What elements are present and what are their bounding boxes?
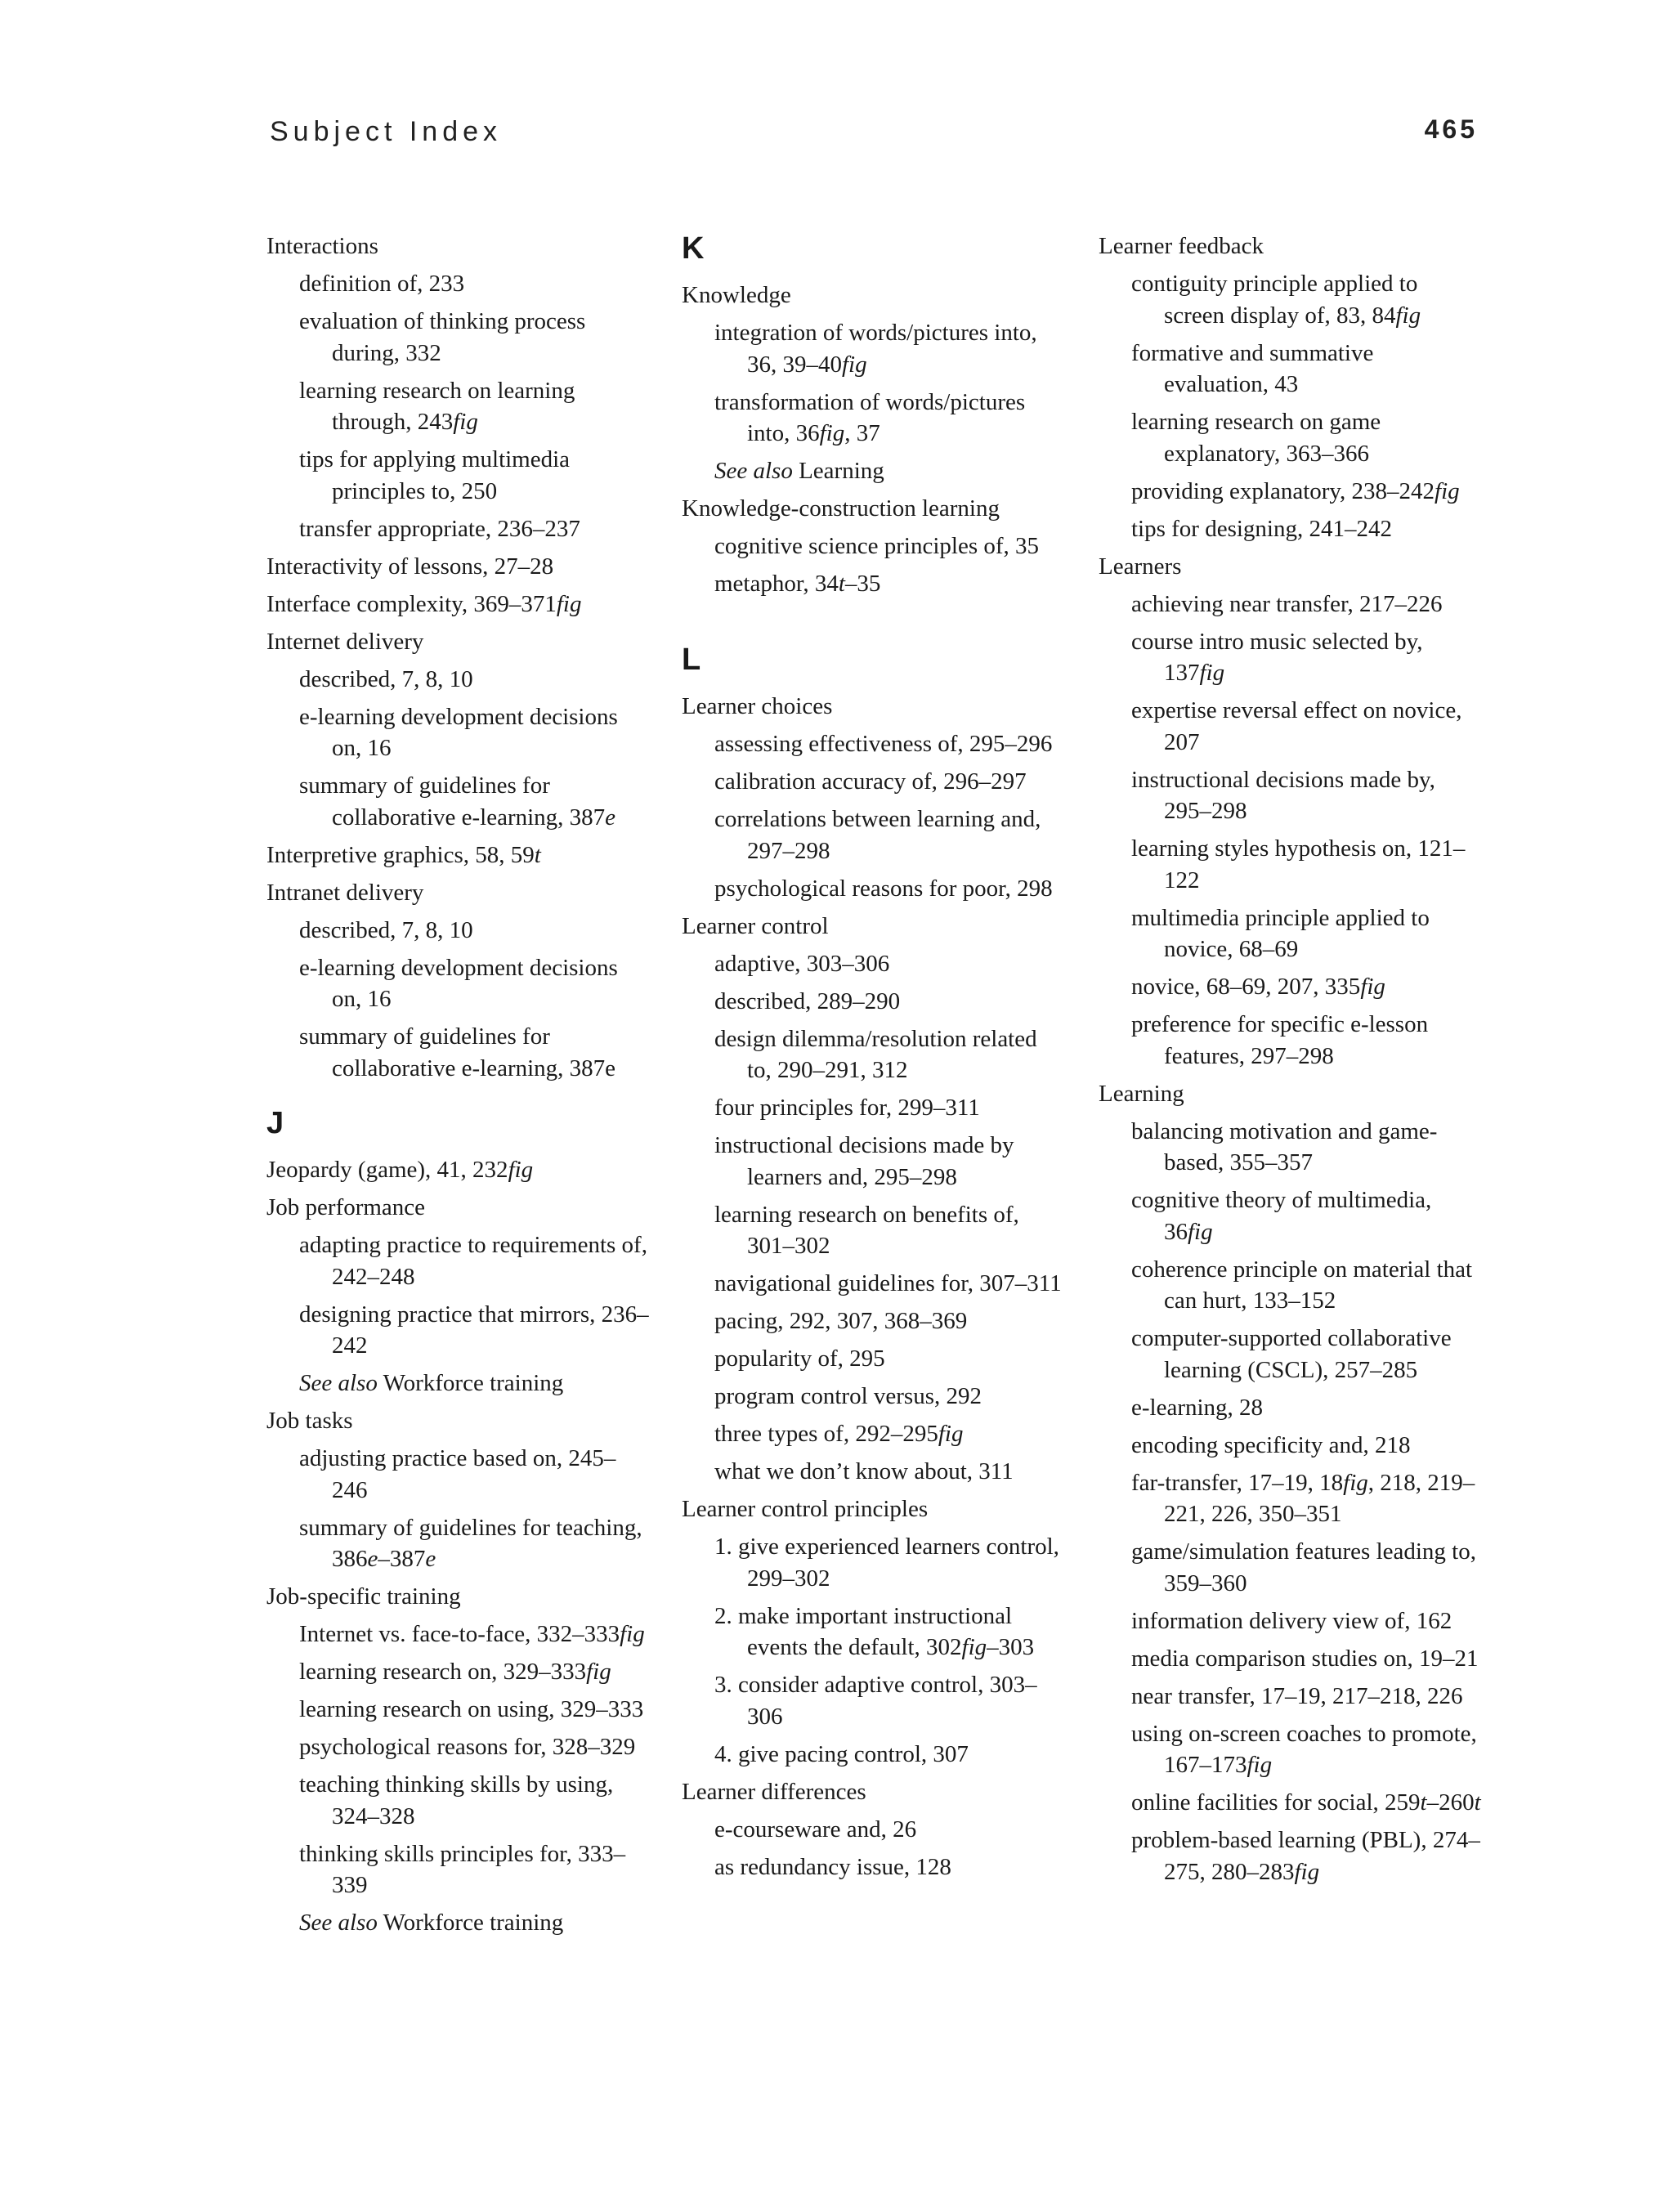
cross-reference-label: See also	[299, 1910, 378, 1936]
locator-suffix: fig	[1343, 1469, 1368, 1496]
index-subentry	[266, 1838, 651, 1901]
entry-text: Workforce training	[377, 1370, 564, 1396]
index-subentry	[266, 1299, 651, 1362]
index-entry	[266, 1405, 651, 1437]
entry-text: preference for specific e-lesson features, 297–298	[1131, 1011, 1429, 1069]
index-subentry	[682, 1418, 1066, 1450]
entry-text: 2. make important instructional events the default, 302	[714, 1602, 1013, 1660]
entry-text: adaptive, 303–306	[714, 950, 890, 977]
locator-suffix: fig	[1294, 1858, 1320, 1885]
index-subentry	[682, 1343, 1066, 1375]
locator-suffix: fig	[961, 1634, 987, 1660]
index-entry	[266, 551, 651, 583]
index-subentry	[1099, 1825, 1483, 1887]
entry-text: calibration accuracy of, 296–297	[714, 768, 1027, 795]
entry-text: evaluation of thinking process during, 332	[299, 308, 586, 366]
index-entry	[266, 840, 651, 871]
index-subentry	[1099, 1467, 1483, 1530]
locator-suffix: e	[367, 1546, 378, 1572]
section-spacer	[682, 606, 1066, 643]
index-entry	[682, 691, 1066, 723]
entry-text: Job-specific training	[266, 1583, 461, 1610]
locator-suffix: t	[1474, 1789, 1481, 1816]
index-subentry	[682, 1092, 1066, 1124]
entry-text: instructional decisions made by, 295–298	[1131, 766, 1435, 824]
locator-suffix: t	[1420, 1789, 1427, 1816]
locator-suffix: fig	[1360, 974, 1385, 1000]
index-entry	[266, 1154, 651, 1186]
letter-heading-j: J	[266, 1106, 284, 1140]
entry-text: pacing, 292, 307, 368–369	[714, 1308, 968, 1334]
locator-suffix: e	[605, 804, 616, 831]
index-subentry	[266, 1907, 651, 1939]
entry-text: program control versus, 292	[714, 1383, 982, 1409]
index-subentry	[1099, 1681, 1483, 1713]
entry-text: transformation of words/pictures into, 36	[714, 388, 1026, 446]
entry-text: Learner control	[682, 912, 829, 939]
entry-text-continued: , 37	[844, 420, 880, 446]
cross-reference-label: See also	[714, 458, 793, 484]
index-subentry	[682, 1814, 1066, 1846]
entry-text: 4. give pacing control, 307	[714, 1740, 969, 1767]
index-subentry	[682, 1268, 1066, 1300]
entry-text: Job performance	[266, 1194, 426, 1220]
index-subentry	[1099, 513, 1483, 545]
entry-text: tips for applying multimedia principles to, 250	[299, 446, 571, 504]
index-subentry	[1099, 695, 1483, 758]
index-subentry	[1099, 1392, 1483, 1424]
locator-suffix: fig	[586, 1659, 611, 1685]
index-subentry	[1099, 1323, 1483, 1386]
index-subentry	[682, 1852, 1066, 1883]
entry-text: Learners	[1099, 553, 1182, 580]
entry-text: coherence principle on material that can hurt, 133–152	[1131, 1256, 1473, 1314]
index-subentry	[682, 1381, 1066, 1413]
locator-suffix: fig	[508, 1157, 534, 1183]
index-column-1	[266, 231, 651, 1945]
entry-text: Interactions	[266, 233, 378, 259]
entry-text: e-courseware and, 26	[714, 1816, 917, 1843]
index-subentry	[266, 1731, 651, 1763]
entry-text: instructional decisions made by learners and, 295–298	[714, 1132, 1014, 1190]
entry-text: four principles for, 299–311	[714, 1095, 980, 1121]
index-subentry	[266, 375, 651, 438]
index-subentry	[266, 770, 651, 833]
entry-text: teaching thinking skills by using, 324–328	[299, 1771, 614, 1829]
locator-suffix: fig	[453, 409, 478, 435]
entry-text: learning research on learning through, 243	[299, 377, 575, 435]
entry-text: design dilemma/resolution related to, 290–291, 312	[714, 1025, 1037, 1083]
entry-text: Knowledge	[682, 282, 791, 308]
entry-text: Learner control principles	[682, 1496, 929, 1522]
entry-text: problem-based learning (PBL), 274–275, 280–283	[1131, 1827, 1480, 1885]
entry-text: online facilities for social, 259	[1131, 1789, 1421, 1816]
entry-text: as redundancy issue, 128	[714, 1853, 951, 1880]
entry-text: Intranet delivery	[266, 879, 424, 906]
index-subentry	[682, 568, 1066, 600]
index-subentry	[1099, 1787, 1483, 1819]
index-subentry	[682, 1456, 1066, 1488]
entry-text: summary of guidelines for teaching, 386	[299, 1514, 642, 1572]
locator-suffix: fig	[1199, 660, 1225, 686]
index-subentry	[1099, 1009, 1483, 1072]
entry-text: cognitive theory of multimedia, 36	[1131, 1187, 1432, 1245]
entry-text: novice, 68–69, 207, 335	[1131, 974, 1361, 1000]
entry-text: described, 289–290	[714, 987, 901, 1014]
index-entry	[682, 1493, 1066, 1525]
entry-text: definition of, 233	[299, 271, 465, 297]
index-entry	[266, 1192, 651, 1224]
index-subentry	[266, 513, 651, 545]
index-subentry	[682, 1199, 1066, 1262]
entry-text: Knowledge-construction learning	[682, 495, 1000, 522]
entry-text: adapting practice to requirements of, 242–248	[299, 1232, 647, 1290]
locator-suffix: fig	[556, 590, 582, 617]
locator-suffix: fig	[620, 1621, 645, 1647]
index-subentry	[1099, 1184, 1483, 1247]
entry-text: Learning	[1099, 1080, 1184, 1107]
index-entry	[266, 626, 651, 658]
index-entry	[266, 231, 651, 262]
entry-text: tips for designing, 241–242	[1131, 515, 1392, 542]
entry-text: balancing motivation and game-based, 355–357	[1131, 1117, 1438, 1175]
index-subentry	[1099, 971, 1483, 1003]
entry-text: expertise reversal effect on novice, 207	[1131, 697, 1462, 755]
entry-text: Jeopardy (game), 41, 232	[266, 1157, 508, 1183]
entry-text: near transfer, 17–19, 217–218, 226	[1131, 1682, 1463, 1709]
entry-text: assessing effectiveness of, 295–296	[714, 731, 1053, 757]
page-number: 465	[1424, 114, 1478, 144]
letter-heading-k: K	[682, 231, 705, 266]
index-subentry	[266, 701, 651, 764]
entry-text: achieving near transfer, 217–226	[1131, 590, 1443, 617]
entry-text: Workforce training	[377, 1910, 564, 1936]
index-subentry	[682, 873, 1066, 905]
index-subentry	[1099, 589, 1483, 620]
index-subentry	[682, 455, 1066, 487]
locator-suffix: t	[838, 571, 845, 597]
index-subentry	[1099, 1643, 1483, 1675]
locator-suffix: fig	[842, 351, 867, 378]
locator-suffix: e	[425, 1546, 436, 1572]
entry-text-continued: –387	[378, 1546, 426, 1572]
entry-text: multimedia principle applied to novice, 68–69	[1131, 904, 1430, 962]
index-subentry	[1099, 1536, 1483, 1599]
letter-heading-l: L	[682, 643, 701, 677]
entry-text: learning styles hypothesis on, 121–122	[1131, 835, 1466, 893]
entry-text: information delivery view of, 162	[1131, 1607, 1452, 1634]
index-entry	[682, 280, 1066, 311]
entry-text: thinking skills principles for, 333–339	[299, 1840, 626, 1898]
entry-text: Interactivity of lessons, 27–28	[266, 553, 554, 580]
entry-text: Internet delivery	[266, 628, 424, 655]
index-subentry	[682, 804, 1066, 866]
entry-text: designing practice that mirrors, 236–242	[299, 1301, 649, 1359]
index-subentry	[682, 1130, 1066, 1193]
index-subentry	[266, 1694, 651, 1726]
entry-text: integration of words/pictures into, 36, 39–40	[714, 320, 1037, 378]
entry-text: cognitive science principles of, 35	[714, 533, 1040, 559]
entry-text: learning research on game explanatory, 363–366	[1131, 409, 1381, 467]
index-subentry	[266, 444, 651, 507]
index-column-3	[1099, 231, 1483, 1894]
entry-text: 3. consider adaptive control, 303–306	[714, 1672, 1037, 1730]
index-subentry	[1099, 1718, 1483, 1781]
entry-text: Job tasks	[266, 1408, 353, 1434]
index-subentry	[266, 952, 651, 1015]
index-subentry	[266, 1229, 651, 1292]
index-subentry	[682, 387, 1066, 450]
entry-text: using on-screen coaches to promote, 167–173	[1131, 1720, 1477, 1778]
entry-text: game/simulation features leading to, 359–360	[1131, 1538, 1476, 1596]
entry-text: Interpretive graphics, 58, 59	[266, 841, 535, 868]
entry-text: Interface complexity, 369–371	[266, 590, 557, 617]
index-entry	[1099, 1078, 1483, 1110]
entry-text: summary of guidelines for collaborative e-learning, 387	[299, 772, 606, 831]
cross-reference-label: See also	[299, 1370, 378, 1396]
index-subentry	[682, 1739, 1066, 1771]
index-subentry	[266, 1443, 651, 1506]
index-subentry	[266, 306, 651, 369]
index-subentry	[266, 915, 651, 947]
index-entry	[266, 589, 651, 620]
index-entry	[1099, 551, 1483, 583]
entry-text: Internet vs. face-to-face, 332–333	[299, 1621, 620, 1647]
locator-suffix: fig	[819, 420, 845, 446]
entry-text: Learner differences	[682, 1778, 866, 1805]
index-subentry	[266, 1619, 651, 1650]
entry-text: navigational guidelines for, 307–311	[714, 1270, 1062, 1296]
entry-text: adjusting practice based on, 245–246	[299, 1445, 616, 1503]
entry-text: media comparison studies on, 19–21	[1131, 1645, 1479, 1672]
index-subentry	[682, 531, 1066, 562]
locator-suffix: t	[534, 841, 541, 868]
index-subentry	[1099, 902, 1483, 965]
running-head: Subject Index	[270, 116, 503, 147]
index-subentry	[266, 1368, 651, 1399]
index-entry	[266, 1581, 651, 1613]
locator-suffix: fig	[938, 1421, 964, 1447]
locator-suffix: fig	[1247, 1752, 1273, 1778]
entry-text: e-learning development decisions on, 16	[299, 954, 618, 1012]
index-subentry	[1099, 626, 1483, 689]
entry-text: popularity of, 295	[714, 1346, 885, 1372]
index-entry	[682, 911, 1066, 943]
entry-text: computer-supported collaborative learning (CSCL), 257–285	[1131, 1325, 1452, 1383]
index-subentry	[682, 1305, 1066, 1337]
entry-text: far-transfer, 17–19, 18	[1131, 1469, 1344, 1496]
index-subentry	[682, 317, 1066, 380]
entry-text-continued: –35	[844, 571, 881, 597]
index-subentry	[1099, 338, 1483, 401]
index-subentry	[266, 1769, 651, 1832]
entry-text: learning research on benefits of, 301–302	[714, 1201, 1019, 1259]
entry-text: Learner choices	[682, 693, 833, 719]
entry-text: Learner feedback	[1099, 233, 1264, 259]
index-subentry	[682, 728, 1066, 760]
entry-text: learning research on, 329–333	[299, 1659, 587, 1685]
index-entry	[1099, 231, 1483, 262]
index-subentry	[1099, 1430, 1483, 1462]
locator-suffix: fig	[1435, 477, 1460, 504]
entry-text: 1. give experienced learners control, 299–302	[714, 1534, 1059, 1592]
index-subentry	[1099, 1605, 1483, 1637]
index-subentry	[1099, 1254, 1483, 1317]
entry-text: described, 7, 8, 10	[299, 665, 473, 692]
index-subentry	[1099, 406, 1483, 469]
entry-text: course intro music selected by, 137	[1131, 628, 1423, 686]
entry-text: contiguity principle applied to screen display of, 83, 84	[1131, 271, 1418, 329]
entry-text: encoding specificity and, 218	[1131, 1431, 1411, 1458]
entry-text: e-learning, 28	[1131, 1394, 1264, 1421]
locator-suffix: fig	[1395, 302, 1421, 329]
index-subentry	[682, 1023, 1066, 1086]
entry-text: formative and summative evaluation, 43	[1131, 339, 1374, 397]
entry-text: learning research on using, 329–333	[299, 1696, 644, 1722]
index-entry	[682, 493, 1066, 525]
entry-text: described, 7, 8, 10	[299, 916, 473, 943]
index-subentry	[266, 1656, 651, 1688]
index-subentry	[266, 664, 651, 696]
index-subentry	[682, 766, 1066, 798]
index-subentry	[1099, 833, 1483, 896]
index-subentry	[266, 1021, 651, 1084]
index-subentry	[266, 1512, 651, 1575]
index-subentry	[682, 986, 1066, 1018]
locator-suffix: fig	[1188, 1218, 1213, 1245]
entry-text: psychological reasons for poor, 298	[714, 875, 1053, 902]
entry-text: summary of guidelines for collaborative e-learning, 387e	[299, 1023, 616, 1081]
entry-text: correlations between learning and, 297–298	[714, 806, 1041, 864]
entry-text: transfer appropriate, 236–237	[299, 515, 580, 542]
index-subentry	[682, 1601, 1066, 1663]
index-subentry	[1099, 764, 1483, 827]
index-entry	[682, 1776, 1066, 1808]
entry-text: three types of, 292–295	[714, 1421, 938, 1447]
index-subentry	[682, 948, 1066, 980]
entry-text: what we don’t know about, 311	[714, 1458, 1014, 1484]
entry-text-continued: –303	[987, 1634, 1035, 1660]
index-subentry	[1099, 268, 1483, 331]
index-subentry	[682, 1531, 1066, 1594]
entry-text-continued: , 218, 219–221, 226, 350–351	[1164, 1469, 1475, 1527]
index-subentry	[266, 268, 651, 300]
entry-text: Learning	[792, 458, 884, 484]
index-subentry	[1099, 476, 1483, 508]
entry-text-continued: –260	[1426, 1789, 1475, 1816]
index-column-2	[682, 231, 1066, 1889]
index-subentry	[682, 1669, 1066, 1732]
entry-text: e-learning development decisions on, 16	[299, 703, 618, 761]
entry-text: metaphor, 34	[714, 571, 839, 597]
index-subentry	[1099, 1116, 1483, 1179]
index-entry	[266, 877, 651, 909]
entry-text: psychological reasons for, 328–329	[299, 1734, 636, 1760]
entry-text: providing explanatory, 238–242	[1131, 477, 1435, 504]
